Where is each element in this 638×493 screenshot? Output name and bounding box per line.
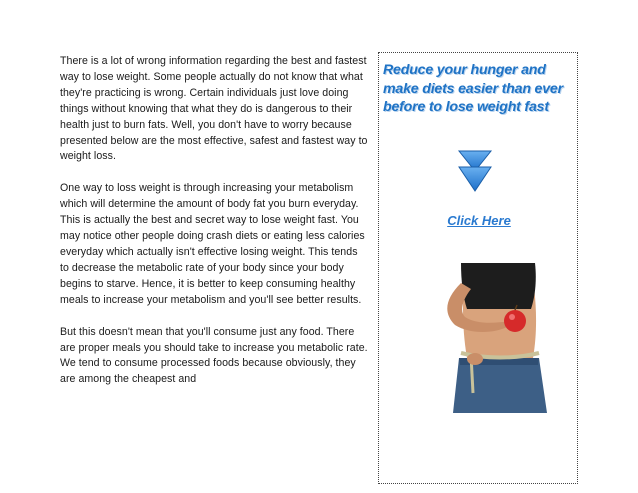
ad-headline: Reduce your hunger and make diets easier than ever before to lose weight fast	[383, 62, 563, 115]
article-body	[60, 54, 368, 404]
woman-waist-photo	[415, 263, 575, 413]
ad-banner[interactable]	[378, 52, 578, 484]
article-paragraph: But this doesn't mean that you'll consume just any food. There are proper meals you should take to increase you metabolic rate. We tend to consume processed foods because obviously, they are among the cheapest and	[60, 325, 368, 386]
double-chevron-down-icon	[455, 149, 495, 193]
article-paragraph: There is a lot of wrong information regarding the best and fastest way to lose weight. Some people actually do not know that what they're practicing is wrong. Certain individuals just love doing things without knowing that what they do is dangerous to their health just to burn fats. Well, you don't have to worry because presented below are the most effective, safest and fastest way to weight loss.	[60, 55, 368, 163]
click-here-link[interactable]: Click Here	[447, 213, 511, 228]
article-paragraph: One way to loss weight is through increasing your metabolism which will determine the amount of body fat you burn everyday. This is actually the best and secret way to lose weight fast. You may notice other people doing crash diets or eating less calories everyday which actually isn't effective losing weight. This tends to decrease the metabolic rate of your body since your body begins to starve. Hence, it is better to keep consuming healthy meals to increase your metabolism and you'll see better results.	[60, 182, 365, 306]
